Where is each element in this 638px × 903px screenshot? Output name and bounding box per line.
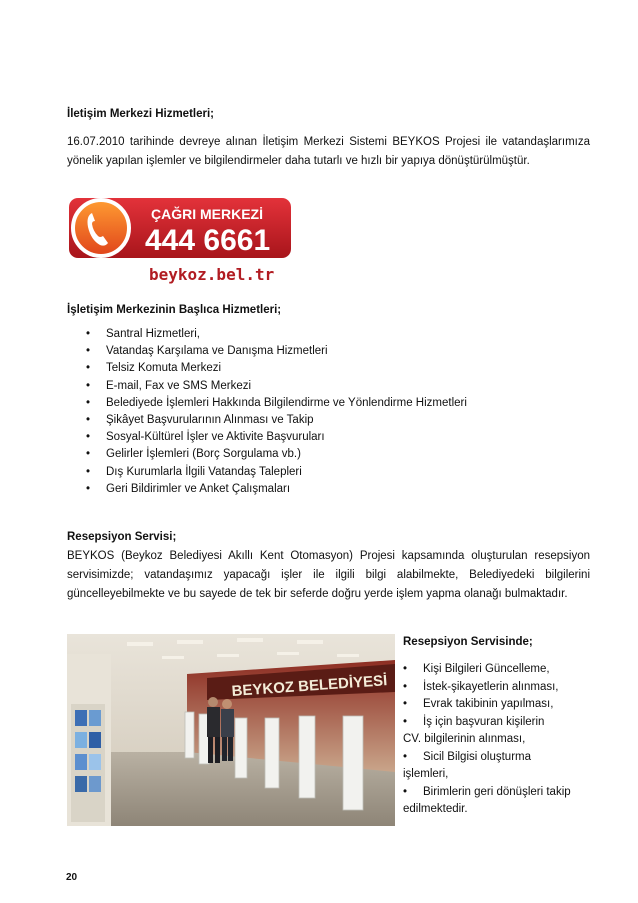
reception-photo xyxy=(67,634,395,826)
reception-services-panel xyxy=(403,634,591,819)
section-heading-baslica-hizmetler: İşletişim Merkezinin Başlıca Hizmetleri; xyxy=(67,304,282,316)
list-item: • Gelirler İşlemleri (Borç Sorgulama vb.) xyxy=(86,446,467,463)
panel-line: • Birimlerin geri dönüşleri takip xyxy=(403,785,571,798)
list-item: • Belediyede İşlemleri Hakkında Bilgilendirme ve Yönlendirme Hizmetleri xyxy=(86,395,467,412)
brochure-rack xyxy=(71,704,105,822)
logo-title: ÇAĞRI MERKEZİ xyxy=(151,206,263,222)
panel-line: edilmektedir. xyxy=(403,803,468,815)
section-paragraph-resepsiyon: BEYKOS (Beykoz Belediyesi Akıllı Kent Otomasyon) Projesi kapsamında oluşturulan resepsiyon servisimizde; vatandaşımız yapacağı işler ile ilgili bilgi alabilmekte, Belediyedeki bilgilerini güncelleyebilmekte ve bu sayede de tek bir seferde doğru yerde işlem yapma olanağı bulmaktadır. xyxy=(67,550,590,600)
list-item: • Sosyal-Kültürel İşler ve Aktivite Başvuruları xyxy=(86,429,467,446)
list-item: • Şikâyet Başvurularının Alınması ve Takip xyxy=(86,412,467,429)
logo-site: beykoz.bel.tr xyxy=(149,265,275,284)
panel-line: • Evrak takibinin yapılması, xyxy=(403,698,554,710)
page-number: 20 xyxy=(66,872,78,883)
services-list xyxy=(86,326,467,498)
section-heading-iletisim-merkezi: İletişim Merkezi Hizmetleri; xyxy=(67,108,214,120)
panel-line: • İstek-şikayetlerin alınması, xyxy=(403,680,559,693)
panel-line: işlemleri, xyxy=(403,768,449,780)
cagri-merkezi-logo xyxy=(67,196,293,288)
panel-heading: Resepsiyon Servisinde; xyxy=(403,636,533,648)
panel-line: • İş için başvuran kişilerin xyxy=(403,715,545,728)
section-paragraph-iletisim-merkezi: 16.07.2010 tarihinde devreye alınan İletişim Merkezi Sistemi BEYKOS Projesi ile vatandaşlarımıza yönelik yapılan işlemler ve bilgilendirmeler daha tutarlı ve hızlı bir yapıya dönüştürülmüştür. xyxy=(67,136,590,167)
section-heading-resepsiyon: Resepsiyon Servisi; xyxy=(67,531,177,543)
logo-number: 444 6661 xyxy=(145,224,271,257)
list-item: • Vatandaş Karşılama ve Danışma Hizmetleri xyxy=(86,343,467,360)
list-item: • Santral Hizmetleri, xyxy=(86,326,467,343)
list-item: • E-mail, Fax ve SMS Merkezi xyxy=(86,378,467,395)
panel-line: • Sicil Bilgisi oluşturma xyxy=(403,750,532,763)
list-item: • Dış Kurumlarla İlgili Vatandaş Talepleri xyxy=(86,464,467,481)
panel-line: • Kişi Bilgileri Güncelleme, xyxy=(403,663,550,675)
photo-sign-text: BEYKOZ BELEDİYESİ xyxy=(231,672,388,700)
list-item: • Telsiz Komuta Merkezi xyxy=(86,360,467,377)
list-item: • Geri Bildirimler ve Anket Çalışmaları xyxy=(86,481,467,498)
panel-line: CV. bilgilerinin alınması, xyxy=(403,733,526,745)
